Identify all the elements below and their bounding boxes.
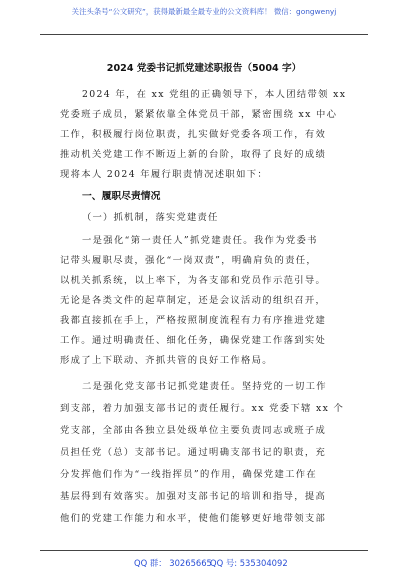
paragraph-line: 无论是各类文件的起草制定，还是会议活动的组织召开，	[60, 295, 327, 306]
header-divider	[40, 34, 368, 35]
paragraph-line: 以机关抓系统，以上率下，为各支部和党员作示范引导。	[60, 275, 327, 286]
section-heading: 一、履职尽责情况	[82, 191, 161, 202]
paragraph-line: 他们的党建工作能力和水平，使他们能够更好地带领支部	[60, 513, 327, 524]
paragraph-line: 到支部，着力加强支部书记的责任履行。xx 党委下辖 xx 个	[60, 403, 345, 414]
paragraph-line: 一是强化“第一责任人”抓党建责任。我作为党委书	[82, 235, 318, 246]
intro-line: 推动机关党建工作不断迈上新的台阶，取得了良好的成绩	[60, 149, 327, 160]
document-title: 2024 党委书记抓党建述职报告（5004 字）	[106, 63, 302, 74]
intro-line: 工作，积极履行岗位职责，扎实做好党委各项工作，有效	[60, 129, 327, 140]
qq-account-number: QQ 号: 535304092	[210, 558, 288, 568]
paragraph-line: 基层得到有效落实。加强对支部书记的培训和指导，提高	[60, 491, 327, 502]
paragraph-line: 工作。通过明确责任、细化任务，确保党建工作落到实处	[60, 335, 327, 346]
paragraph-line: 形成了上下联动、齐抓共管的良好工作格局。	[60, 355, 273, 366]
footer-divider	[40, 550, 368, 551]
intro-line: 现将本人 2024 年履行职责情况述职如下：	[60, 169, 269, 180]
intro-line: 2024 年，在 xx 党组的正确领导下，本人团结带领 xx	[82, 89, 347, 100]
paragraph-line: 二是强化党支部书记抓党建责任。坚持党的一切工作	[82, 381, 327, 392]
paragraph-line: 分发挥他们作为“一线指挥员”的作用，确保党建工作在	[60, 469, 318, 480]
paragraph-line: 员担任党（总）支部书记。通过明确支部书记的职责，充	[60, 447, 327, 458]
paragraph-line: 记带头履职尽责，强化“一岗双责”，明确肩负的责任，	[60, 255, 318, 266]
paragraph-line: 党支部，全部由各独立县处级单位主要负责同志或班子成	[60, 425, 327, 436]
intro-line: 党委班子成员，紧紧依靠全体党员干部，紧密围绕 xx 中心	[60, 109, 338, 120]
subsection-heading: （一）抓机制，落实党建责任	[82, 212, 219, 223]
qq-group-number: QQ 群： 30265665	[134, 558, 212, 568]
paragraph-line: 我都直接抓在手上，严格按照制度流程有力有序推进党建	[60, 315, 327, 326]
header-notice: 关注头条号“公文研究”，获得最新最全最专业的公文资料库！ 微信：gongwenyj	[71, 7, 337, 16]
